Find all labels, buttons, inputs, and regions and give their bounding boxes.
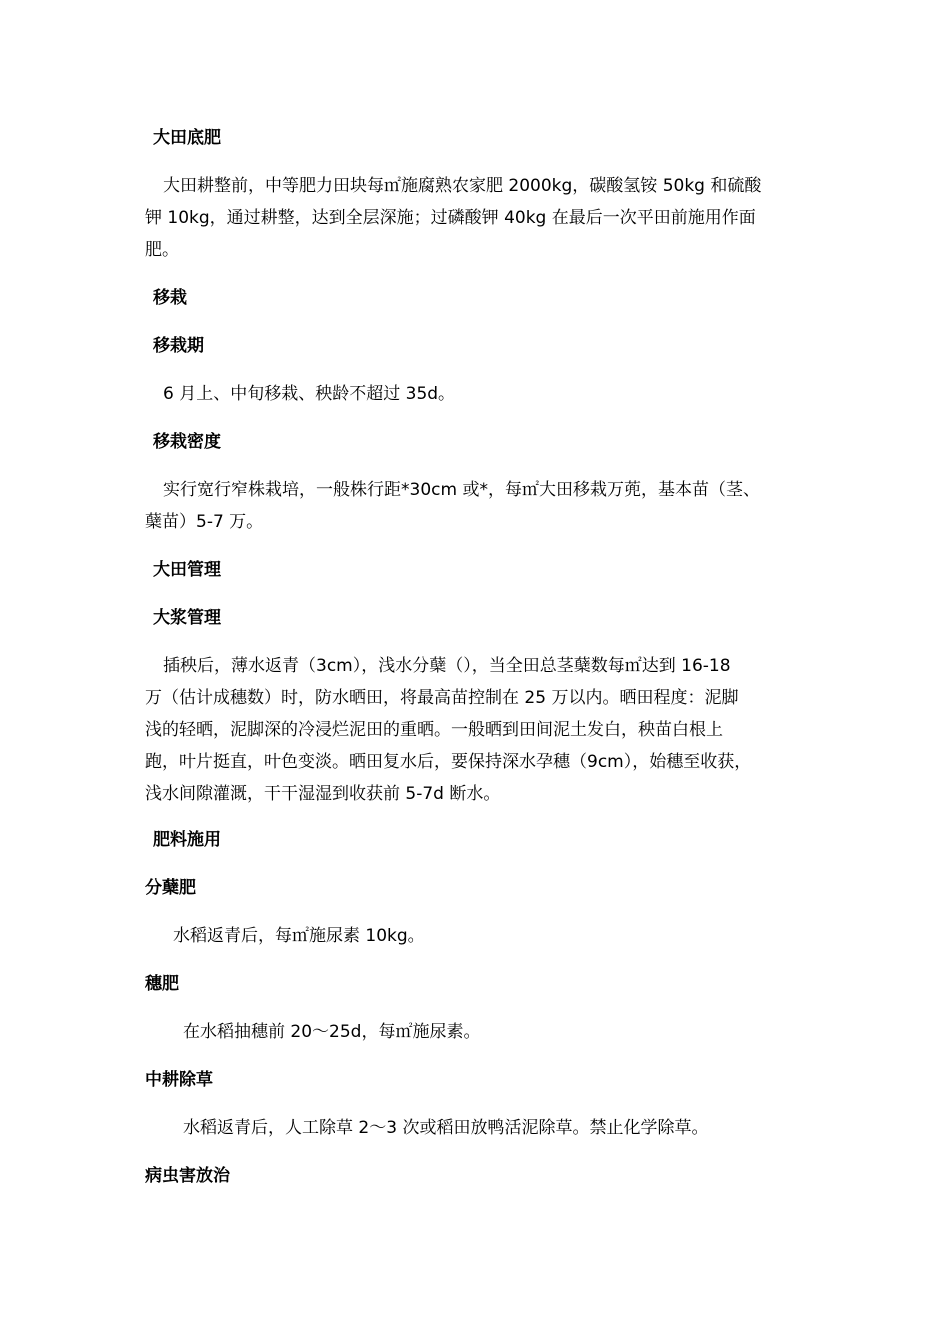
subsection-heading-tillering-fertilizer: 分蘖肥 [145,878,196,898]
paragraph-line: 跑，叶片挺直，叶色变淡。晒田复水后，要保持深水孕穗（9cm），始穗至收获， [145,752,752,772]
paragraph-line: 实行宽行窄株栽培，一般株行距*30cm 或*，每㎡大田移栽万蔸，基本苗（茎、 [163,480,760,500]
subsection-heading-panicle-fertilizer: 穗肥 [145,974,179,994]
subsection-heading-transplant-period: 移栽期 [153,336,204,356]
paragraph-line: 蘖苗）5-7 万。 [145,512,264,532]
paragraph-line: 钾 10kg，通过耕整，达到全层深施；过磷酸钾 40kg 在最后一次平田前施用作面 [145,208,756,228]
paragraph-line: 插秧后，薄水返青（3cm），浅水分蘖（），当全田总茎蘖数每㎡达到 16-18 [163,656,731,676]
paragraph-line: 万（估计成穗数）时，防水晒田，将最高苗控制在 25 万以内。晒田程度：泥脚 [145,688,739,708]
paragraph-line: 浅水间隙灌溉，干干湿湿到收获前 5-7d 断水。 [145,784,501,804]
subsection-heading-pest-control: 病虫害放治 [145,1166,230,1186]
subsection-heading-water-management: 大浆管理 [153,608,221,628]
paragraph-line: 水稻返青后，人工除草 2～3 次或稻田放鸭活泥除草。禁止化学除草。 [183,1118,709,1138]
section-heading-fertilizer-application: 肥料施用 [153,830,221,850]
section-heading-field-management: 大田管理 [153,560,221,580]
section-heading-transplant: 移栽 [153,288,187,308]
paragraph-line: 6 月上、中旬移栽、秧龄不超过 35d。 [163,384,456,404]
paragraph-line: 在水稻抽穗前 20～25d，每㎡施尿素。 [183,1022,481,1042]
section-heading-base-fertilizer: 大田底肥 [153,128,221,148]
paragraph-line: 浅的轻晒，泥脚深的冷浸烂泥田的重晒。一般晒到田间泥土发白，秧苗白根上 [145,720,723,740]
subsection-heading-transplant-density: 移栽密度 [153,432,221,452]
subsection-heading-weeding: 中耕除草 [145,1070,213,1090]
paragraph-line: 肥。 [145,240,179,260]
paragraph-line: 水稻返青后，每㎡施尿素 10kg。 [173,926,425,946]
paragraph-line: 大田耕整前，中等肥力田块每㎡施腐熟农家肥 2000kg，碳酸氢铵 50kg 和硫酸 [163,176,762,196]
